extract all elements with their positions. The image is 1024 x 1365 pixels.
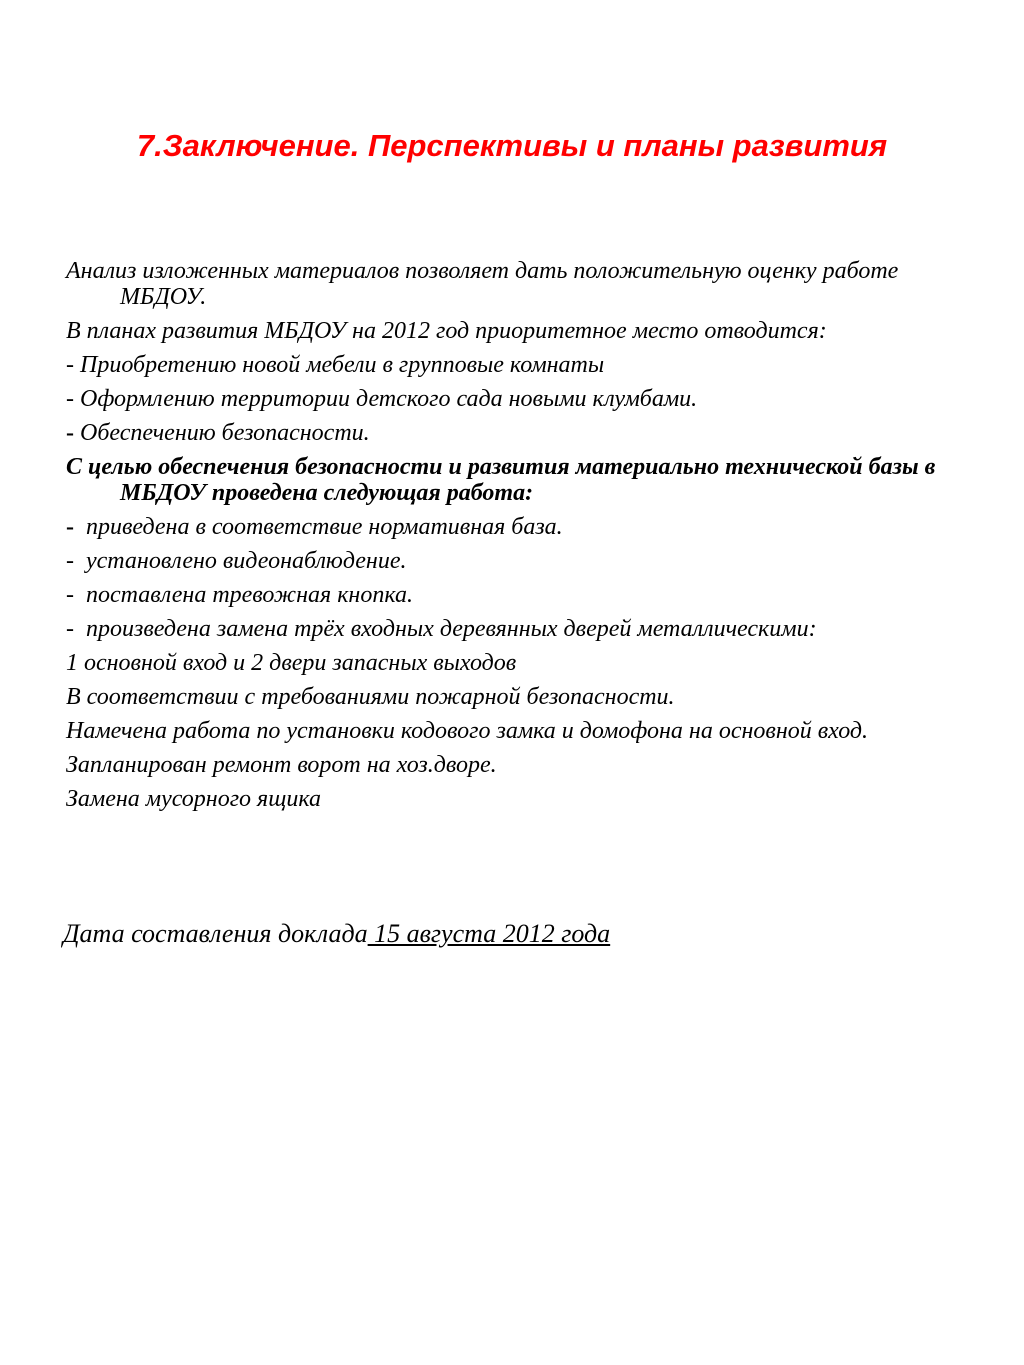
- paragraph-gate-repair: [66, 752, 966, 778]
- list-item-text: произведена замена трёх входных деревянных дверей металлическими:: [86, 616, 817, 642]
- date-value: 15 августа 2012 года: [367, 919, 611, 948]
- paragraph-fire-safety: [66, 684, 966, 710]
- list-item-video-surveillance: [66, 548, 966, 574]
- paragraph-text: Намечена работа по установки кодового замка и домофона на основной вход.: [66, 718, 869, 744]
- report-date-line: [63, 918, 610, 950]
- list-item-regulatory-base: [66, 514, 966, 540]
- dash-marker: -: [66, 616, 74, 642]
- dash-marker: -: [66, 386, 74, 412]
- paragraph-doors-detail: [66, 650, 966, 676]
- list-item-text: Обеспечению безопасности.: [74, 420, 370, 446]
- paragraph-text: В соответствии с требованиями пожарной безопасности.: [66, 684, 675, 710]
- dash-marker: -: [66, 582, 74, 608]
- paragraph-text: 1 основной вход и 2 двери запасных выходов: [66, 650, 517, 676]
- list-item-panic-button: [66, 582, 966, 608]
- list-item-text: Оформлению территории детского сада новыми клумбами.: [74, 386, 698, 412]
- paragraph-text: Замена мусорного ящика: [66, 786, 321, 812]
- paragraph-code-lock: [66, 718, 966, 744]
- list-item-text: приведена в соответствие нормативная база.: [86, 514, 563, 540]
- list-item-furniture: [66, 352, 966, 378]
- date-label: Дата составления доклада: [63, 919, 368, 948]
- list-item-text: установлено видеонаблюдение.: [86, 548, 407, 574]
- document-title: 7.Заключение. Перспективы и планы развития: [136, 128, 888, 163]
- dash-marker: -: [66, 548, 74, 574]
- document-body: [66, 258, 966, 820]
- paragraph-work-done-intro: [66, 454, 966, 506]
- list-item-flowerbeds: [66, 386, 966, 412]
- paragraph-plans-intro: [66, 318, 966, 344]
- paragraph-text: Анализ изложенных материалов позволяет дать положительную оценку работе МБДОУ.: [66, 258, 899, 310]
- dash-marker: -: [66, 514, 74, 540]
- list-item-safety: [66, 420, 966, 446]
- dash-marker: -: [66, 352, 74, 378]
- paragraph-analysis: [66, 258, 966, 310]
- paragraph-trash-bin: [66, 786, 966, 812]
- paragraph-text: Запланирован ремонт ворот на хоз.дворе.: [66, 752, 497, 778]
- list-item-text: поставлена тревожная кнопка.: [86, 582, 413, 608]
- paragraph-text: В планах развития МБДОУ на 2012 год приоритетное место отводится:: [66, 318, 827, 344]
- paragraph-text: С целью обеспечения безопасности и развития материально технической базы в МБДОУ проведена следующая работа:: [66, 454, 936, 506]
- list-item-text: Приобретению новой мебели в групповые комнаты: [74, 352, 605, 378]
- list-item-doors-replacement: [66, 616, 966, 642]
- dash-marker: -: [66, 420, 74, 446]
